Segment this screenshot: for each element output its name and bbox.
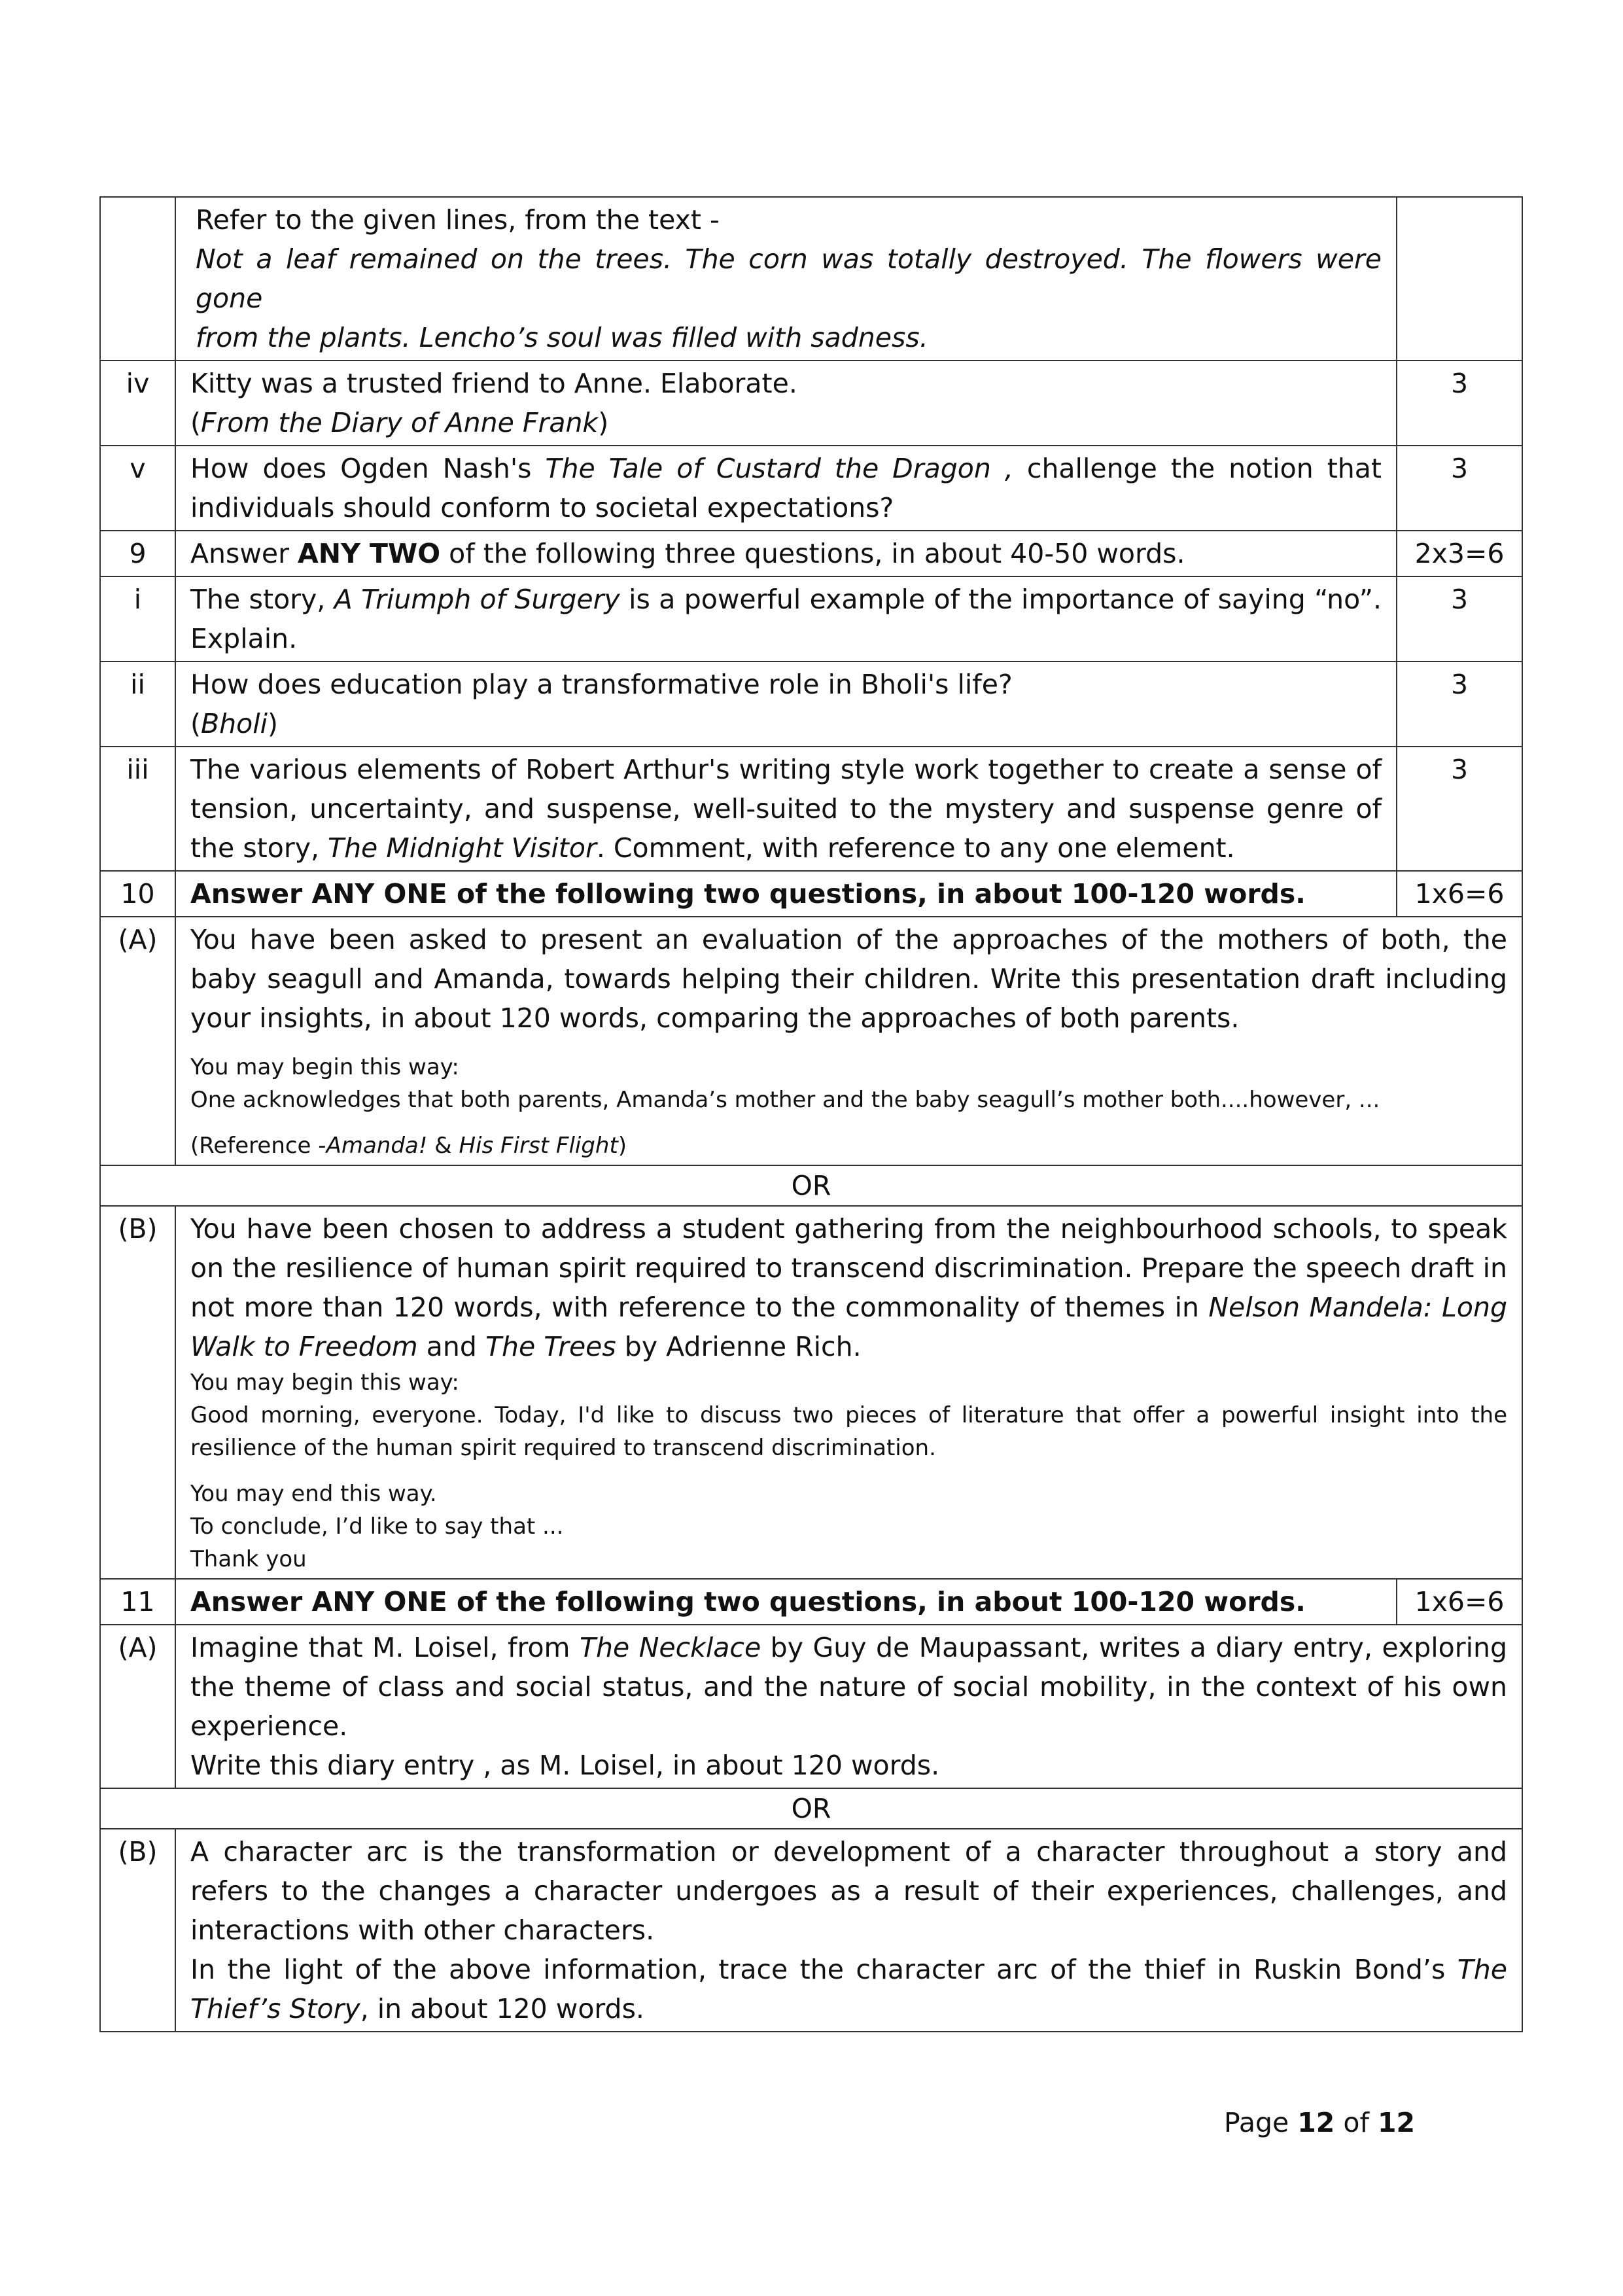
begin-label: You may begin this way: bbox=[190, 1054, 459, 1080]
marks: 3 bbox=[1397, 747, 1522, 871]
question-number: 9 bbox=[100, 531, 175, 576]
marks: 3 bbox=[1397, 576, 1522, 662]
marks: 3 bbox=[1397, 662, 1522, 747]
table-row bbox=[100, 747, 1522, 871]
end-text: Thank you bbox=[190, 1546, 307, 1572]
question-number: (B) bbox=[100, 1829, 175, 2032]
table-row bbox=[100, 576, 1522, 662]
end-label: You may end this way. bbox=[190, 1481, 437, 1507]
table-row bbox=[100, 662, 1522, 747]
question-text: Imagine that M. Loisel, from The Necklace by Guy de Maupassant, writes a diary entry, exploring the theme of class and social status, and the nature of social mobility, in the context of his own experience. Write this diary entry , as M. Loisel, in about 120 words. bbox=[175, 1625, 1522, 1788]
table-row bbox=[100, 361, 1522, 446]
question-number: (A) bbox=[100, 1625, 175, 1788]
marks: 1x6=6 bbox=[1397, 871, 1522, 917]
question-number: ii bbox=[100, 662, 175, 747]
question-number: (A) bbox=[100, 917, 175, 1165]
table-row bbox=[100, 1206, 1522, 1579]
question-table bbox=[99, 196, 1523, 2032]
or-divider: OR bbox=[100, 1788, 1522, 1829]
marks: 3 bbox=[1397, 361, 1522, 446]
table-row bbox=[100, 531, 1522, 576]
begin-text: Good morning, everyone. Today, I'd like to discuss two pieces of literature that offer a powerful insight into the resilience of the human spirit required to transcend discrimination. bbox=[190, 1402, 1507, 1461]
table-row bbox=[100, 1625, 1522, 1788]
quote-line: Not a leaf remained on the trees. The corn was totally destroyed. The flowers were gone bbox=[196, 243, 1382, 314]
table-row bbox=[100, 1579, 1522, 1625]
begin-text: One acknowledges that both parents, Amanda’s mother and the baby seagull’s mother both....however, ... bbox=[190, 1087, 1380, 1113]
table-row bbox=[100, 1165, 1522, 1206]
question-text: Kitty was a trusted friend to Anne. Elaborate. (From the Diary of Anne Frank) bbox=[175, 361, 1397, 446]
table-row bbox=[100, 1788, 1522, 1829]
question-instruction: Answer ANY TWO of the following three questions, in about 40-50 words. bbox=[175, 531, 1397, 576]
quote-line: from the plants. Lencho’s soul was filled with sadness. bbox=[196, 322, 928, 353]
marks: 1x6=6 bbox=[1397, 1579, 1522, 1625]
question-text: Refer to the given lines, from the text - Not a leaf remained on the trees. The corn was totally destroyed. The flowers were gone from the plants. Lencho’s soul was filled with sadness. bbox=[175, 197, 1397, 361]
page-number: Page 12 of 12 bbox=[1223, 2107, 1415, 2138]
table-row bbox=[100, 1829, 1522, 2032]
question-text: How does education play a transformative role in Bholi's life? (Bholi) bbox=[175, 662, 1397, 747]
table-row bbox=[100, 197, 1522, 361]
or-divider: OR bbox=[100, 1165, 1522, 1206]
question-text: How does Ogden Nash's The Tale of Custard the Dragon , challenge the notion that individuals should conform to societal expectations? bbox=[175, 446, 1397, 531]
question-text: You have been asked to present an evaluation of the approaches of the mothers of both, the baby seagull and Amanda, towards helping their children. Write this presentation draft including your insights, in about 120 words, comparing the approaches of both parents. You may begin this way: One acknowledges that both parents, Amanda’s mother and the baby seagull’s mother both....however, ... (Reference -Amanda! & His First Flight) bbox=[175, 917, 1522, 1165]
question-text: The various elements of Robert Arthur's writing style work together to create a sense of tension, uncertainty, and suspense, well-suited to the mystery and suspense genre of the story, The Midnight Visitor. Comment, with reference to any one element. bbox=[175, 747, 1397, 871]
text-reference: From the Diary of Anne Frank bbox=[201, 407, 599, 438]
question-text: You have been chosen to address a student gathering from the neighbourhood schools, to speak on the resilience of human spirit required to transcend discrimination. Prepare the speech draft in not more than 120 words, with reference to the commonality of themes in Nelson Mandela: Long Walk to Freedom and The Trees by Adrienne Rich. You may begin this way: Good morning, everyone. Today, I'd like to discuss two pieces of literature that offer a powerful insight into the resilience of the human spirit required to transcend discrimination. You may end this way. To conclude, I’d like to say that ... Thank you bbox=[175, 1206, 1522, 1579]
marks: 2x3=6 bbox=[1397, 531, 1522, 576]
table-row bbox=[100, 446, 1522, 531]
table-row bbox=[100, 917, 1522, 1165]
question-number: iv bbox=[100, 361, 175, 446]
question-number: i bbox=[100, 576, 175, 662]
question-instruction: Answer ANY ONE of the following two questions, in about 100-120 words. bbox=[175, 1579, 1397, 1625]
question-instruction: Answer ANY ONE of the following two questions, in about 100-120 words. bbox=[175, 871, 1397, 917]
marks: 3 bbox=[1397, 446, 1522, 531]
question-text: A character arc is the transformation or development of a character throughout a story and refers to the changes a character undergoes as a result of their experiences, challenges, and interactions with other characters. In the light of the above information, trace the character arc of the thief in Ruskin Bond’s The Thief’s Story, in about 120 words. bbox=[175, 1829, 1522, 2032]
text-reference: (Reference -Amanda! & His First Flight) bbox=[190, 1133, 627, 1159]
text-reference: Bholi bbox=[201, 708, 268, 739]
question-number: 10 bbox=[100, 871, 175, 917]
question-number: (B) bbox=[100, 1206, 175, 1579]
question-number: 11 bbox=[100, 1579, 175, 1625]
begin-label: You may begin this way: bbox=[190, 1369, 459, 1396]
question-number: v bbox=[100, 446, 175, 531]
question-text: The story, A Triumph of Surgery is a powerful example of the importance of saying “no”. Explain. bbox=[175, 576, 1397, 662]
table-row bbox=[100, 871, 1522, 917]
end-text: To conclude, I’d like to say that ... bbox=[190, 1513, 564, 1540]
question-number: iii bbox=[100, 747, 175, 871]
